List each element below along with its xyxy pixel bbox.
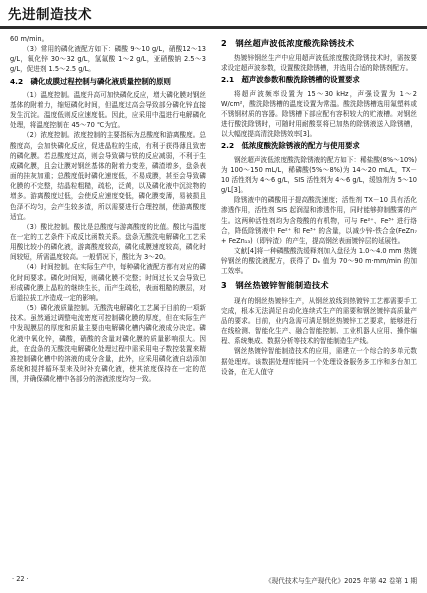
paragraph-reference-4: 文献[4]将一种磷酸酸洗缓释剂加入盘径为 1.0～4.0 mm 热镀锌钢丝的酸洗液配方，获得了 Dₖ 值为 70～90 m·mm/min 的加工效率。 <box>221 246 417 276</box>
paragraph-rust-remover-formula: 钢丝超声波低浓度酸洗除锈液的配方如下：稀盐酸(8%～10%)为 100～150 mL/L，稀磷酸(5%～8%)为 14～20 mL/L，TX－10 活性剂为 4～6 g/L，SIS 活性剂为 4～6 g/L，缓蚀剂为 5～10 g/L[3]。 <box>221 155 417 195</box>
paragraph-acid-ratio-control: （3）酸比控制。酸比是总酸度与游离酸度的比值。酸比与温度在一定的工艺条件下成反比函数关系。盘条无酸洗电解磷化工艺采用酸比较小的磷化液，游离酸度较高，磷化成膜速度较高，磷化时间较短，所需温度较高。一般情况下，酸比为 3～20。 <box>10 222 206 262</box>
heading-4-2: 4.2 磷化成膜过程控制与磷化液质量控制的原则 <box>10 76 171 86</box>
paragraph-phosphating-formula: （3）常用的磷化液配方如下：磷酸 9～10 g/L，硝酸12～13 g/L，氧化锌 30～32 g/L，氢氟酸 1～2 g/L，亚硝酸钠 2.5～3 g/L，促进剂 1.5～2.5 g/L。 <box>10 45 206 74</box>
paragraph-temperature-control: （1）温度控制。温度升高可加快磷化反应，增大磷化膜对钢丝基体的附着力，缩短磷化时间，但温度过高会导致部分磷化锌直接发生沉淀。温度低则反应速度低。因此，应采用中温进行电解磷化处理，将温度控制在 45～70 ℃为宜。 <box>10 90 206 130</box>
journal-citation: 《现代技术与生产现代化》2025 年第 42 卷第 1 期 <box>265 577 417 585</box>
heading-section-2: 2 钢丝超声波低浓度酸洗除锈技术 <box>221 38 355 48</box>
paragraph-solution-quality-control: （5）磷化液质量控制。无酸洗电解磷化工艺属于目前的一项新技术。虽然通过调整电流密度可控制磷化膜的厚度，但在实际生产中发现膜层的厚度和质量主要由电解磷化槽内磷化液成分决定。磷化液中氧化锌，磷酸，硝酸的含量对磷化膜的质量影响很大。因此，在盘条的无酸洗电解磷化处理过程中需采用电子数控装置来精准控制磷化槽中的溶液的成分含量，此外，应采用磷化液自动添加系统和搅拌循环泵来及时补充磷化液，使其浓度保持在一定的范围，并确保磷化槽中各部分的溶液浓度均匀一致。 <box>10 304 206 384</box>
page-header <box>0 0 427 28</box>
heading-section-3: 3 钢丝热镀锌智能制造技术 <box>221 280 329 291</box>
left-column <box>10 34 206 384</box>
paragraph-speed: 60 m/min。 <box>10 35 49 43</box>
paragraph-concentration-control: （2）浓度控制。浓度控制的主要指标为总酸度和游离酸度。总酸度高，会加快磷化反应，促进晶粒的生成，有利于获得薄且致密的磷化膜。若总酸度过高，则会导致磷与铁的反应减弱，不利于生成磷化膜，且会让膜对钢丝基体的附着力变差，磷渣增多，盘条表面的挂灰加重；总酸度低时磷化速度低，不易成膜，甚至会导致磷化膜的不完整，结晶粒粗糙，疏松，泛黄，以及磷化液中沉淀物的增多。游离酸度过低，会使反应速度变低，磷化膜变薄，易被损且色泽不均匀，会产生较多渣，所以需要进行合理控制，使游离酸度适宜。 <box>10 131 206 221</box>
heading-2-1: 2.1 超声波参数和酸洗除锈槽的设置要求 <box>221 75 360 85</box>
section-title: 先进制造技术 <box>8 7 92 23</box>
paragraph-time-control: （4）时间控制。在实际生产中，每种磷化液配方都有对应的磷化时间要求。磷化时间短，则磷化膜不完整；时间过长又会导致已形成磷化膜上晶粒的继续生长，而产生疏松，表面粗糙的膜层，对后道拉拔工序造成一定的影响。 <box>10 263 206 302</box>
paragraph-ultrasonic-parameters: 将超声波频率设置为 15～30 kHz，声强设置为 1～2 W/cm²，酸洗除锈槽的温度设置为常温。酸洗除锈槽选用氟塑料或不锈钢材质的容器。除锈槽下部应配有容积较大的贮液槽。对钢丝进行酸洗除锈时，可随时用耐酸泵将已加热的除锈液送入除锈槽，以大幅度提高清洗除锈效率[3]。 <box>221 89 417 139</box>
paragraph-intelligent-manufacturing-need: 现有的钢丝热镀锌生产，从钢丝放线到热镀锌工艺都需要手工完成，根本无法满足自动化连续式生产的需要和钢丝镀锌高质量产品的要求。目前，业内急需可满足钢丝热镀锌工艺要求，能够进行在线检测、智能化生产、融合智能控制、工业机器人应用、操作编程、系统集成、数据分析等技术的智能制造生产线。 <box>221 296 417 346</box>
page-number: · 22 · <box>12 575 29 583</box>
right-column <box>221 34 417 377</box>
header-rule <box>0 26 427 29</box>
paragraph-ultrasonic-intro: 热镀锌钢丝生产中应用超声波低浓度酸洗除锈技术时，需按要求设定超声波参数，设置酸洗除锈槽，并选用合适的除锈剂配方。 <box>221 54 417 73</box>
paragraph-data-processing-library: 钢丝热镀锌智能制造技术的应用，需建立一个综合的多单元数据处理库。该数据处理库能同一个处理设备服务多工序和多台加工设备，在无人值守 <box>221 347 417 376</box>
paragraph-surfactant-effects: 除锈液中的磷酸用于提高酸洗速度；活性剂 TX－10 具有活化渗透作用，活性剂 SIS 起润湿和渗透作用，同时能够抑制酸雾的产生。这两种活性剂均为含羧酸的有机物，可与 Fe²⁺、Fe³⁺ 进行络合，降低除锈液中 Fe²⁺ 和 Fe³⁺ 的含量，以减少锌-铁合金(FeZn₇ + FeZn₁₃)（即锌渣）的产生，提高钢丝表面镀锌层的延展性。 <box>221 196 417 245</box>
heading-2-2: 2.2 低浓度酸洗除锈液的配方与使用要求 <box>221 141 360 151</box>
